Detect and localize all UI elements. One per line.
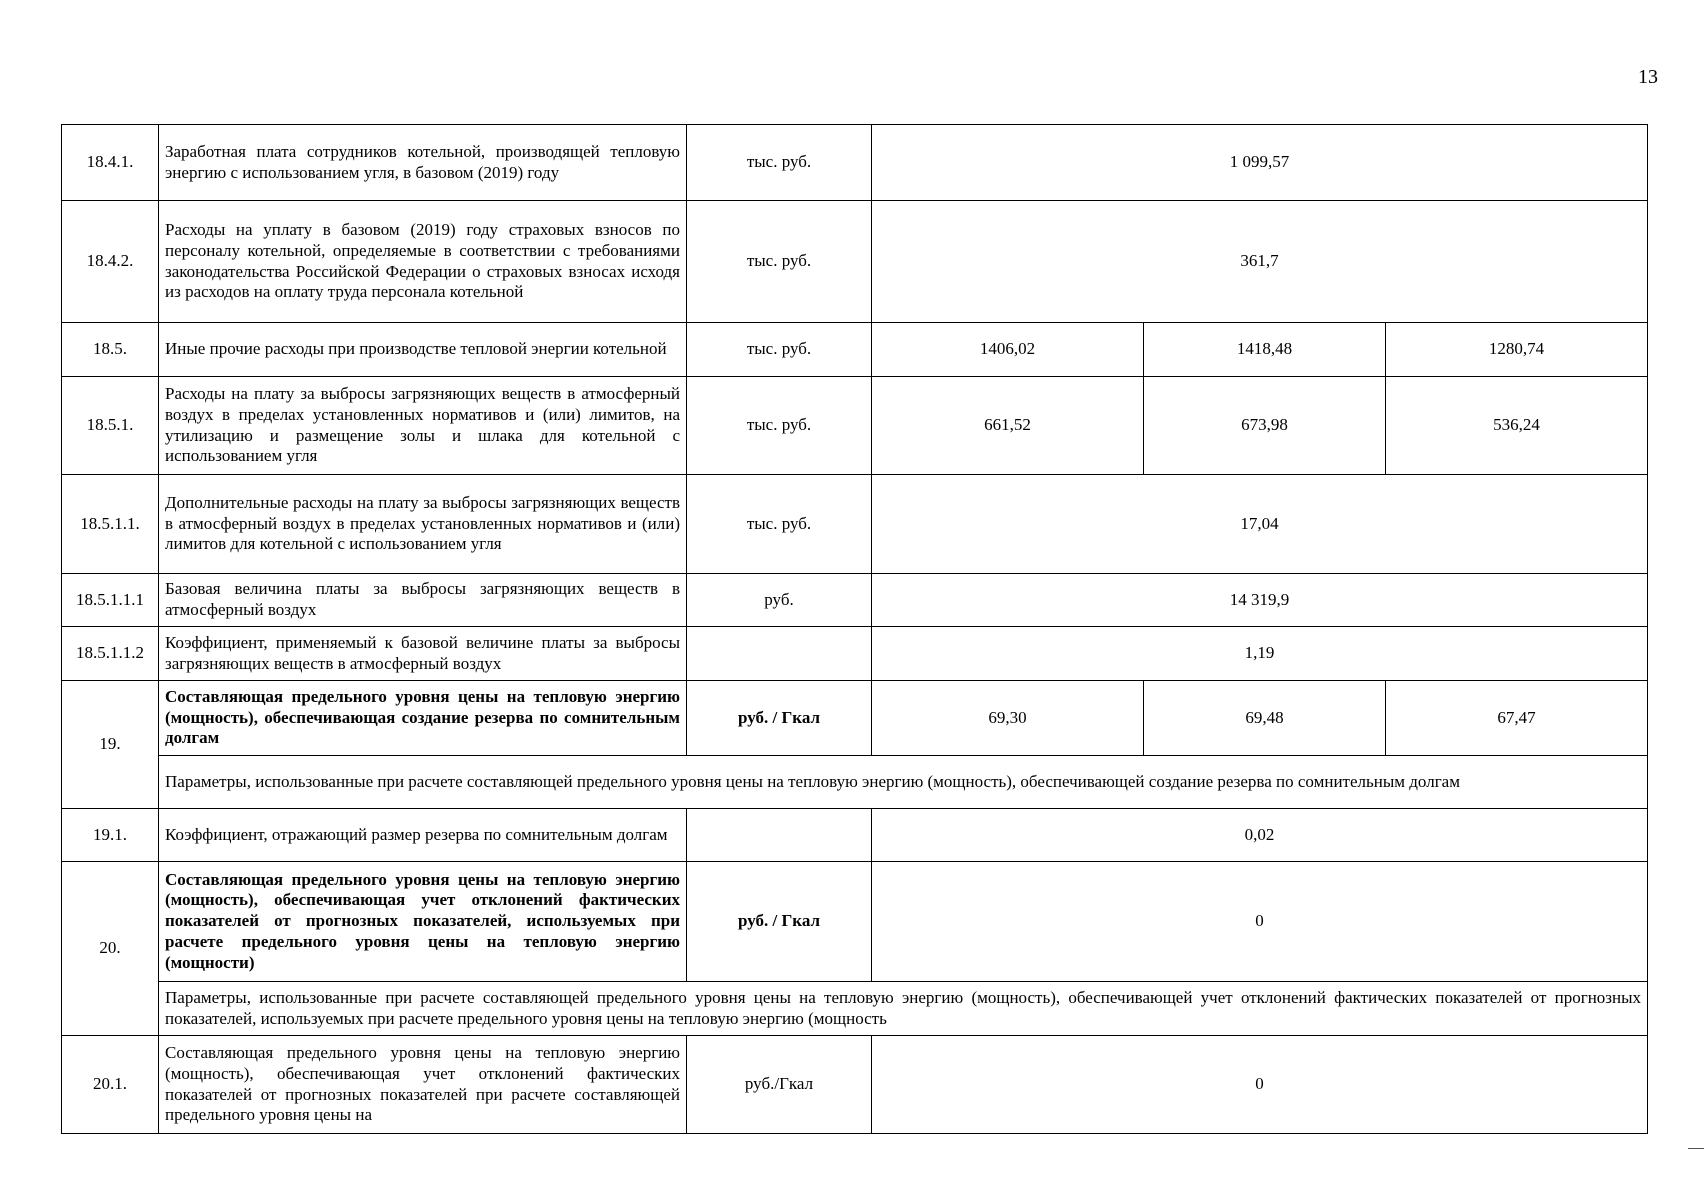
row-number: 20. (62, 862, 159, 1036)
row-value: 361,7 (872, 201, 1648, 323)
row-description: Расходы на уплату в базовом (2019) году страховых взносов по персоналу котельной, определяемые в соответствии с требованиями законодательства Российской Федерации о страховых взносах исходя из расходов на оплату труда персонала котельной (159, 201, 687, 323)
table-row (62, 377, 1648, 475)
row-description: Иные прочие расходы при производстве тепловой энергии котельной (159, 323, 687, 377)
table-row (62, 201, 1648, 323)
table-row (62, 1036, 1648, 1134)
row-unit: тыс. руб. (687, 475, 872, 574)
row-unit (687, 627, 872, 681)
row-value-year-1: 69,30 (872, 681, 1144, 756)
row-value-year-1: 1406,02 (872, 323, 1144, 377)
row-value-year-3: 67,47 (1386, 681, 1648, 756)
row-number: 18.5. (62, 323, 159, 377)
row-description: Составляющая предельного уровня цены на тепловую энергию (мощность), обеспечивающая создание резерва по сомнительным долгам (159, 681, 687, 756)
row-unit: руб. / Гкал (687, 862, 872, 982)
row-value-year-2: 1418,48 (1144, 323, 1386, 377)
row-value: 0,02 (872, 809, 1648, 862)
row-number: 20.1. (62, 1036, 159, 1134)
row-unit: руб./Гкал (687, 1036, 872, 1134)
row-value: 1 099,57 (872, 125, 1648, 201)
row-unit: руб. (687, 574, 872, 627)
row-number: 18.5.1.1.1 (62, 574, 159, 627)
table-row (62, 125, 1648, 201)
table-row (62, 475, 1648, 574)
page-number: 13 (1638, 66, 1658, 88)
row-unit: тыс. руб. (687, 201, 872, 323)
parameters-note: Параметры, использованные при расчете составляющей предельного уровня цены на тепловую энергию (мощность), обеспечивающей создание резерва по сомнительным долгам (159, 756, 1648, 809)
row-value: 14 319,9 (872, 574, 1648, 627)
row-description: Составляющая предельного уровня цены на тепловую энергию (мощность), обеспечивающая учет отклонений фактических показателей от прогнозных показателей при расчете составляющей предельного уровня цены на (159, 1036, 687, 1134)
row-unit: руб. / Гкал (687, 681, 872, 756)
row-unit: тыс. руб. (687, 125, 872, 201)
row-number: 18.4.2. (62, 201, 159, 323)
table-row (62, 862, 1648, 982)
table-row (62, 323, 1648, 377)
table-row (62, 681, 1648, 756)
table-row (62, 809, 1648, 862)
row-value-year-1: 661,52 (872, 377, 1144, 475)
row-unit: тыс. руб. (687, 377, 872, 475)
row-number: 18.5.1.1.2 (62, 627, 159, 681)
row-value-year-2: 69,48 (1144, 681, 1386, 756)
row-value: 17,04 (872, 475, 1648, 574)
row-value: 0 (872, 862, 1648, 982)
table-row (62, 982, 1648, 1036)
row-unit (687, 809, 872, 862)
row-description: Коэффициент, применяемый к базовой величине платы за выбросы загрязняющих веществ в атмосферный воздух (159, 627, 687, 681)
row-value: 1,19 (872, 627, 1648, 681)
row-value: 0 (872, 1036, 1648, 1134)
row-value-year-2: 673,98 (1144, 377, 1386, 475)
row-value-year-3: 1280,74 (1386, 323, 1648, 377)
row-number: 19.1. (62, 809, 159, 862)
table-row (62, 627, 1648, 681)
row-description: Составляющая предельного уровня цены на тепловую энергию (мощность), обеспечивающая учет отклонений фактических показателей от прогнозных показателей, используемых при расчете предельного уровня цены на тепловую энергию (мощности) (159, 862, 687, 982)
row-description: Заработная плата сотрудников котельной, производящей тепловую энергию с использованием угля, в базовом (2019) году (159, 125, 687, 201)
table-row (62, 756, 1648, 809)
table-row (62, 574, 1648, 627)
edge-mark (1688, 1148, 1704, 1149)
row-description: Базовая величина платы за выбросы загрязняющих веществ в атмосферный воздух (159, 574, 687, 627)
row-description: Расходы на плату за выбросы загрязняющих веществ в атмосферный воздух в пределах установленных нормативов и (или) лимитов, на утилизацию и размещение золы и шлака для котельной с использованием угля (159, 377, 687, 475)
row-number: 18.4.1. (62, 125, 159, 201)
row-unit: тыс. руб. (687, 323, 872, 377)
row-value-year-3: 536,24 (1386, 377, 1648, 475)
row-number: 19. (62, 681, 159, 809)
parameters-note: Параметры, использованные при расчете составляющей предельного уровня цены на тепловую энергию (мощность), обеспечивающей учет отклонений фактических показателей от прогнозных показателей, используемых при расчете предельного уровня цены на тепловую энергию (мощность (159, 982, 1648, 1036)
row-description: Коэффициент, отражающий размер резерва по сомнительным долгам (159, 809, 687, 862)
row-description: Дополнительные расходы на плату за выбросы загрязняющих веществ в атмосферный воздух в пределах установленных нормативов и (или) лимитов для котельной с использованием угля (159, 475, 687, 574)
row-number: 18.5.1.1. (62, 475, 159, 574)
tariff-table (61, 124, 1648, 1134)
row-number: 18.5.1. (62, 377, 159, 475)
